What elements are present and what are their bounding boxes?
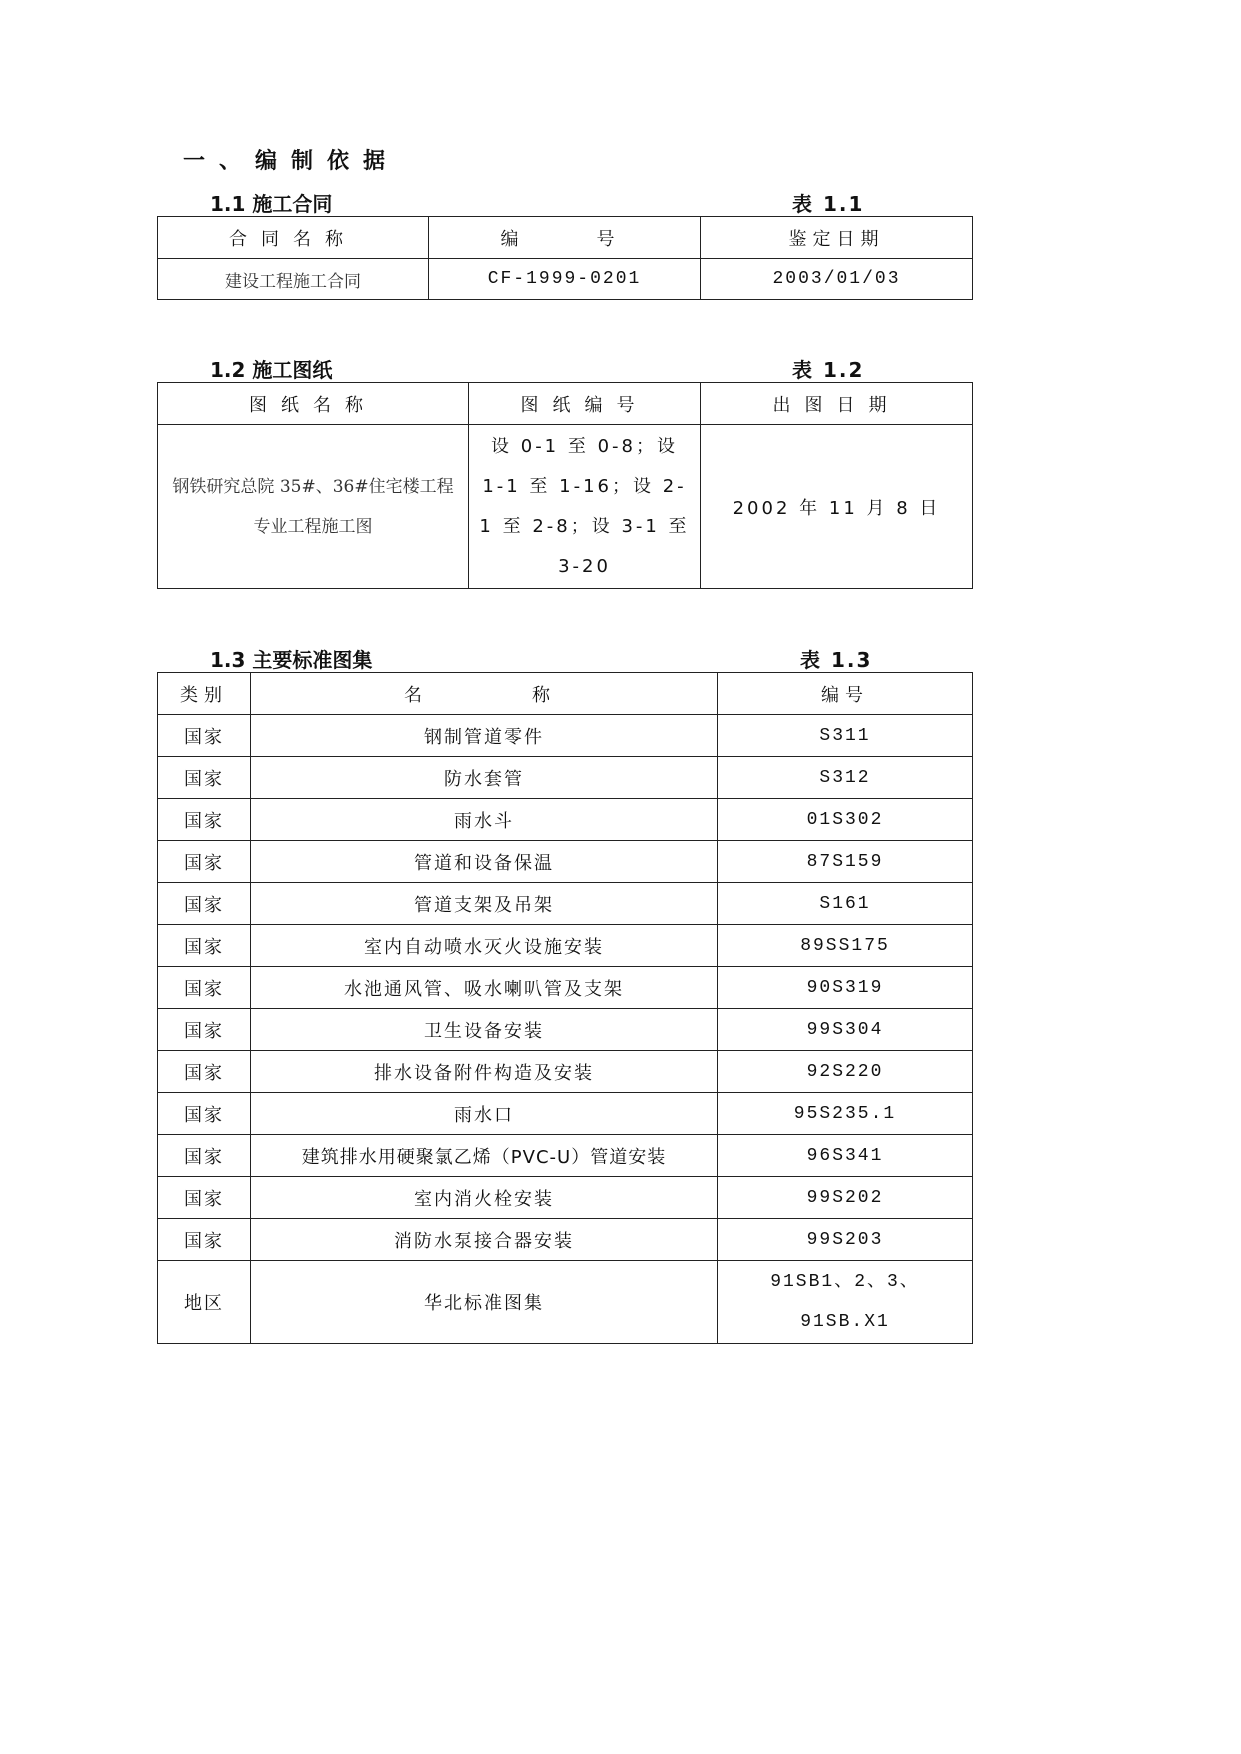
header-cell: 图纸编号	[469, 383, 701, 425]
table-row	[158, 967, 973, 1009]
table-row	[158, 757, 973, 799]
category-cell: 国家	[158, 1219, 251, 1261]
code-cell: S312	[718, 757, 973, 799]
category-cell: 国家	[158, 799, 251, 841]
category-cell: 国家	[158, 1135, 251, 1177]
drawing-number-cell: 设 0-1 至 0-8；设 1-1 至 1-16；设 2-1 至 2-8；设 3-1 至 3-20	[469, 425, 701, 589]
contract-name-cell: 建设工程施工合同	[158, 259, 429, 300]
title-cell: 卫生设备安装	[251, 1009, 718, 1051]
code-cell: 01S302	[718, 799, 973, 841]
drawing-name-cell: 钢铁研究总院 35#、36#住宅楼工程专业工程施工图	[158, 425, 469, 589]
category-cell: 国家	[158, 1051, 251, 1093]
code-cell: 99S203	[718, 1219, 973, 1261]
category-cell: 国家	[158, 757, 251, 799]
document-heading: 一、编制依据	[183, 149, 400, 174]
table-row	[158, 799, 973, 841]
section-title-standards: 1.3 主要标准图集	[210, 648, 373, 672]
title-cell: 排水设备附件构造及安装	[251, 1051, 718, 1093]
code-cell: 89SS175	[718, 925, 973, 967]
title-cell: 消防水泵接合器安装	[251, 1219, 718, 1261]
drawings-table	[157, 382, 973, 589]
table-row	[158, 259, 973, 300]
code-cell: 87S159	[718, 841, 973, 883]
table-number-1-2: 表 1.2	[792, 358, 865, 382]
title-cell: 防水套管	[251, 757, 718, 799]
table-header-row	[158, 673, 973, 715]
table-row	[158, 1009, 973, 1051]
header-cell: 名 称	[251, 673, 718, 715]
title-cell: 室内消火栓安装	[251, 1177, 718, 1219]
code-cell: 99S304	[718, 1009, 973, 1051]
header-cell: 编 号	[429, 217, 701, 259]
table-row	[158, 841, 973, 883]
header-cell: 图纸名称	[158, 383, 469, 425]
section-title-drawings: 1.2 施工图纸	[210, 358, 333, 382]
table-row	[158, 715, 973, 757]
header-cell: 合同名称	[158, 217, 429, 259]
table-number-1-3: 表 1.3	[800, 648, 873, 672]
title-cell: 建筑排水用硬聚氯乙烯（PVC-U）管道安装	[251, 1135, 718, 1177]
table-row	[158, 425, 973, 589]
category-cell: 国家	[158, 1177, 251, 1219]
title-cell: 钢制管道零件	[251, 715, 718, 757]
title-cell: 室内自动喷水灭火设施安装	[251, 925, 718, 967]
contract-table	[157, 216, 973, 300]
category-cell: 国家	[158, 841, 251, 883]
code-cell: S161	[718, 883, 973, 925]
code-cell: 92S220	[718, 1051, 973, 1093]
category-cell: 国家	[158, 967, 251, 1009]
header-cell: 鉴定日期	[701, 217, 973, 259]
category-cell: 国家	[158, 1093, 251, 1135]
table-row	[158, 883, 973, 925]
header-cell: 类别	[158, 673, 251, 715]
category-cell: 地区	[158, 1261, 251, 1344]
table-row	[158, 1093, 973, 1135]
section-title-contract: 1.1 施工合同	[210, 192, 333, 216]
table-number-1-1: 表 1.1	[792, 192, 865, 216]
table-row	[158, 1261, 973, 1344]
table-row	[158, 1135, 973, 1177]
title-cell: 雨水口	[251, 1093, 718, 1135]
header-cell: 出图日期	[701, 383, 973, 425]
category-cell: 国家	[158, 715, 251, 757]
header-cell: 编号	[718, 673, 973, 715]
title-cell: 水池通风管、吸水喇叭管及支架	[251, 967, 718, 1009]
table-row	[158, 1051, 973, 1093]
table-header-row	[158, 217, 973, 259]
table-row	[158, 1219, 973, 1261]
title-cell: 管道支架及吊架	[251, 883, 718, 925]
code-cell: 91SB1、2、3、91SB.X1	[718, 1261, 973, 1344]
contract-number-cell: CF-1999-0201	[429, 259, 701, 300]
code-cell: 95S235.1	[718, 1093, 973, 1135]
title-cell: 管道和设备保温	[251, 841, 718, 883]
category-cell: 国家	[158, 925, 251, 967]
code-cell: S311	[718, 715, 973, 757]
table-row	[158, 925, 973, 967]
code-cell: 99S202	[718, 1177, 973, 1219]
category-cell: 国家	[158, 1009, 251, 1051]
title-cell: 华北标准图集	[251, 1261, 718, 1344]
issue-date-cell: 2002 年 11 月 8 日	[701, 425, 973, 589]
category-cell: 国家	[158, 883, 251, 925]
table-header-row	[158, 383, 973, 425]
title-cell: 雨水斗	[251, 799, 718, 841]
code-cell: 96S341	[718, 1135, 973, 1177]
contract-date-cell: 2003/01/03	[701, 259, 973, 300]
standards-table	[157, 672, 973, 1344]
code-cell: 90S319	[718, 967, 973, 1009]
table-row	[158, 1177, 973, 1219]
